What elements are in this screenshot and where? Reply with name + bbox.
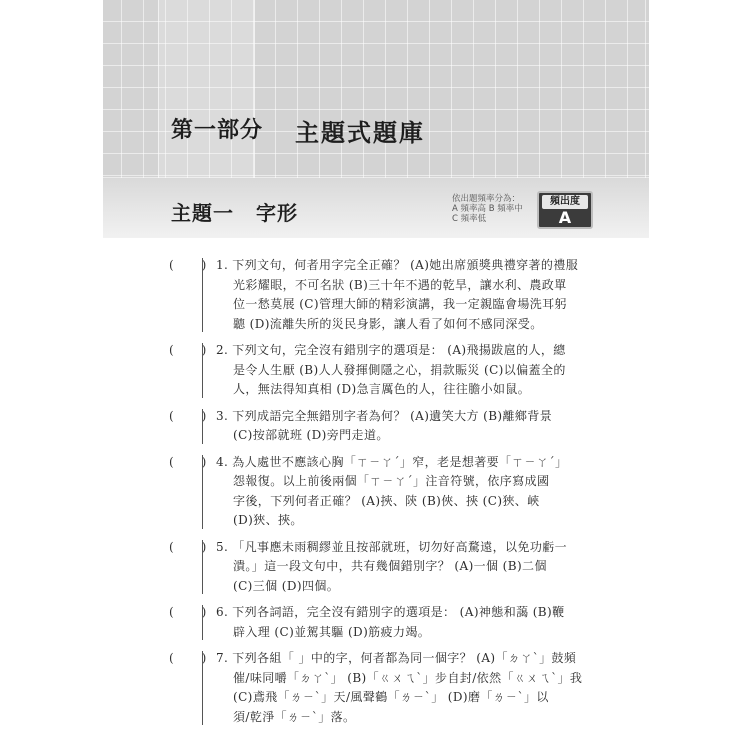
question-line: 人，無法得知真相 (D)急言厲色的人，往往膽小如鼠。 (233, 382, 531, 396)
question-item (103, 407, 649, 446)
question-line: 位一愁莫展 (C)管理大師的精彩演講，我一定親臨會場洗耳躬 (233, 297, 567, 311)
question-rule (202, 409, 203, 444)
question-number: 5. (216, 539, 229, 554)
question-rule (202, 540, 203, 595)
question-line-text: 下列各組「 」中的字，何者都為同一個字？ (A)「ㄉㄚˋ」鼓頻 (232, 651, 577, 665)
frequency-badge (537, 191, 593, 229)
question-item (103, 453, 649, 531)
question-number: 2. (216, 343, 229, 357)
question-line (216, 603, 594, 623)
question-number: 4. (216, 454, 229, 469)
answer-blank: ( ) (169, 408, 215, 423)
question-item (103, 649, 649, 727)
question-text (216, 603, 594, 642)
topic-number: 主題一 (171, 201, 234, 225)
answer-blank: ( ) (169, 454, 215, 469)
header-accent-box (158, 0, 255, 178)
question-rule (202, 651, 203, 725)
question-line: (C)按部就班 (D)旁門走道。 (233, 428, 389, 442)
question-line-text: 下列各詞語，完全沒有錯別字的選項是： (A)神態和藹 (B)鞭 (232, 605, 565, 619)
topic-name: 字形 (256, 201, 298, 225)
book-page (103, 0, 649, 750)
answer-blank: ( ) (169, 343, 215, 357)
question-line (216, 256, 594, 276)
question-line-text: 下列成語完全無錯別字者為何？ (A)遺笑大方 (B)離鄉背景 (232, 408, 553, 423)
question-line (216, 341, 594, 361)
question-text (216, 256, 594, 334)
answer-blank: ( ) (169, 605, 215, 619)
frequency-note-line: C 頻率低 (452, 214, 487, 224)
frequency-note (452, 194, 538, 224)
frequency-note-line: 依出題頻率分為： (452, 194, 521, 204)
question-number: 6. (216, 605, 229, 619)
question-line: 聽 (D)流離失所的災民身影，讓人看了如何不感同深受。 (233, 316, 543, 331)
question-line: 是令人生厭 (B)人人發揮側隱之心，捐款賑災 (C)以偏蓋全的 (233, 362, 566, 377)
question-line: (D)狹、挾。 (233, 513, 303, 527)
question-line: 催/味同嚼「ㄉㄚˋ」 (B)「ㄍㄨㄟˋ」步自封/依然「ㄍㄨㄟˋ」我 (233, 670, 583, 685)
question-text (216, 407, 594, 446)
question-line: 須/乾淨「ㄌㄧˋ」落。 (233, 709, 356, 724)
question-line: 潰。」這一段文句中，共有幾個錯別字？ (A)一個 (B)二個 (233, 559, 547, 573)
question-item (103, 538, 649, 597)
question-line (216, 538, 594, 558)
question-text (216, 538, 594, 597)
question-line: (C)鳶飛「ㄌㄧˋ」天/風聲鶴「ㄌㄧˋ」 (D)磨「ㄌㄧˋ」以 (233, 690, 549, 704)
question-rule (202, 605, 203, 640)
question-list (103, 256, 649, 734)
question-text (216, 341, 594, 400)
question-number: 1. (216, 258, 229, 272)
question-line (216, 649, 594, 669)
question-line (216, 453, 594, 473)
question-line (216, 407, 594, 427)
part-label: 第一部分 (171, 118, 264, 143)
question-item (103, 603, 649, 642)
question-line-text: 下列文句，何者用字完全正確？ (A)她出席頒獎典禮穿著的禮服 (232, 258, 579, 272)
frequency-note-line: A 頻率高 B 頻率中 (452, 204, 523, 214)
frequency-badge-grade: A (558, 208, 572, 227)
question-rule (202, 455, 203, 529)
answer-blank: ( ) (169, 539, 215, 554)
part-header (103, 0, 649, 178)
question-line: 光彩耀眼，不可名狀 (B)三十年不遇的乾旱，讓水利、農政單 (233, 277, 567, 292)
question-rule (202, 343, 203, 398)
answer-blank: ( ) (169, 258, 215, 272)
question-text (216, 649, 594, 727)
part-title: 主題式題庫 (295, 119, 425, 147)
frequency-badge-label: 頻出度 (542, 195, 588, 209)
question-item (103, 256, 649, 334)
question-line: (C)三個 (D)四個。 (233, 578, 340, 593)
question-line-text: 為人處世不應該心胸「ㄒㄧㄚˊ」窄，老是想著要「ㄒㄧㄚˊ」 (232, 454, 568, 469)
answer-blank: ( ) (169, 651, 215, 665)
question-rule (202, 258, 203, 332)
question-number: 3. (216, 408, 229, 423)
question-line: 字後，下列何者正確？ (A)挾、陝 (B)俠、挾 (C)狹、峽 (233, 493, 540, 508)
question-line: 辟入理 (C)並駕其驅 (D)筋疲力竭。 (233, 624, 431, 639)
question-line-text: 「凡事應未雨稠繆並且按部就班，切勿好高騖遠，以免功虧一 (232, 539, 568, 554)
question-line-text: 下列文句，完全沒有錯別字的選項是： (A)飛揚跋扈的人，總 (232, 343, 566, 357)
topic-title (171, 197, 298, 226)
question-line: 怨報復。以上前後兩個「ㄒㄧㄚˊ」注音符號，依序寫成國 (233, 474, 550, 488)
question-item (103, 341, 649, 400)
question-text (216, 453, 594, 531)
question-number: 7. (216, 651, 229, 665)
